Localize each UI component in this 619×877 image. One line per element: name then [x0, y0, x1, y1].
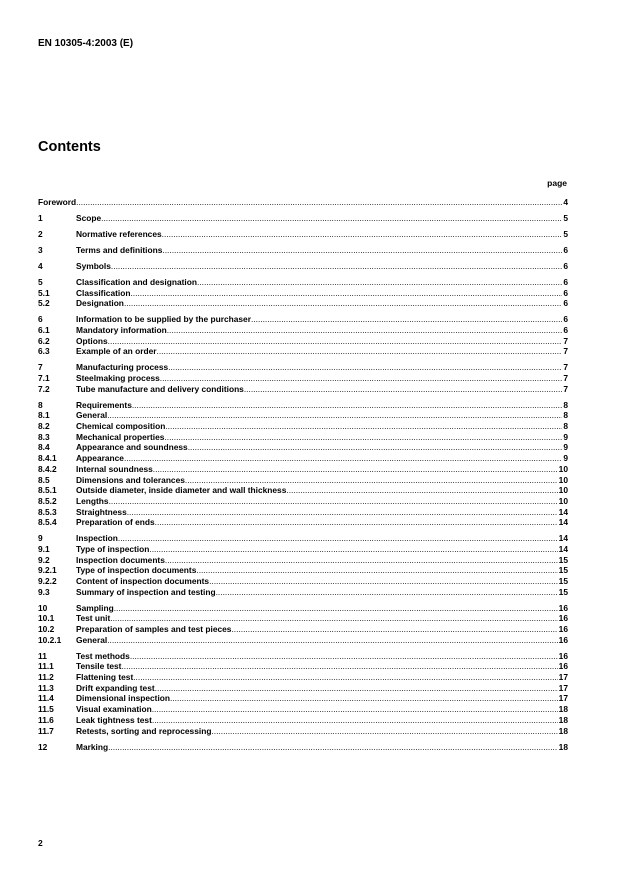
toc-leader-dots [216, 587, 558, 598]
toc-leader-dots [111, 261, 562, 272]
toc-entry-number: 8.5.4 [38, 517, 57, 528]
toc-entry-title: Content of inspection documents [76, 575, 210, 586]
toc-leader-dots [152, 704, 558, 715]
toc-entry-page: 10 [558, 495, 568, 506]
toc-entry-number: 8.1 [38, 410, 50, 421]
toc-entry-number: 11.7 [38, 725, 54, 736]
toc-entry-number: 4 [38, 260, 43, 271]
toc-entry-page: 18 [558, 714, 568, 725]
toc-entry[interactable] [38, 576, 568, 587]
toc-leader-dots [110, 613, 557, 624]
toc-entry-title: Mechanical properties [76, 431, 165, 442]
toc-leader-dots [251, 314, 562, 325]
toc-entry-title: Information to be supplied by the purchaser [76, 314, 251, 325]
toc-entry-page: 10 [558, 463, 568, 474]
page-column-label: page [547, 178, 567, 188]
toc-entry-title: Classification [76, 287, 131, 298]
document-header: EN 10305-4:2003 (E) [38, 38, 134, 49]
toc-entry[interactable] [38, 661, 568, 672]
toc-entry-page: 6 [563, 260, 568, 271]
toc-entry[interactable] [38, 229, 568, 240]
toc-entry-page: 9 [563, 442, 568, 453]
toc-entry[interactable] [38, 603, 568, 614]
toc-entry-title: Straightness [76, 506, 127, 517]
toc-entry[interactable] [38, 624, 568, 635]
toc-leader-dots [132, 400, 562, 411]
toc-entry-number: 11.2 [38, 672, 54, 683]
toc-entry-title: Appearance and soundness [76, 442, 188, 453]
toc-leader-dots [127, 507, 558, 518]
toc-entry-page: 17 [558, 672, 568, 683]
toc-leader-dots [108, 742, 558, 753]
table-of-contents [38, 197, 568, 752]
toc-leader-dots [121, 661, 557, 672]
toc-leader-dots [188, 442, 563, 453]
toc-entry-page: 14 [558, 543, 568, 554]
toc-entry-title: Designation [76, 298, 124, 309]
toc-entry-title: Normative references [76, 228, 162, 239]
toc-entry[interactable] [38, 453, 568, 464]
page-number: 2 [38, 838, 43, 848]
toc-entry-page: 15 [558, 554, 568, 565]
toc-leader-dots [160, 373, 563, 384]
toc-entry-page: 10 [558, 474, 568, 485]
toc-entry[interactable] [38, 544, 568, 555]
toc-leader-dots [167, 325, 563, 336]
toc-entry-page: 14 [558, 533, 568, 544]
toc-entry-number: 10.1 [38, 613, 55, 624]
toc-entry[interactable] [38, 672, 568, 683]
toc-leader-dots [209, 576, 558, 587]
toc-leader-dots [149, 544, 557, 555]
toc-leader-dots [157, 346, 563, 357]
toc-entry-number: 6.3 [38, 346, 50, 357]
toc-leader-dots [164, 432, 562, 443]
toc-entry[interactable] [38, 213, 568, 224]
toc-leader-dots [155, 683, 558, 694]
toc-entry[interactable] [38, 464, 568, 475]
toc-entry-page: 9 [563, 431, 568, 442]
toc-entry-number: 8.4.2 [38, 463, 57, 474]
toc-entry-page: 17 [558, 682, 568, 693]
toc-entry[interactable] [38, 533, 568, 544]
toc-entry-page: 16 [558, 613, 568, 624]
toc-entry[interactable] [38, 651, 568, 662]
toc-entry-title: Summary of inspection and testing [76, 586, 216, 597]
toc-entry-page: 14 [558, 517, 568, 528]
toc-entry-title: Tensile test [76, 661, 122, 672]
toc-leader-dots [133, 672, 557, 683]
toc-entry-title: Sampling [76, 602, 114, 613]
toc-leader-dots [107, 410, 562, 421]
toc-entry-title: Type of inspection documents [76, 565, 197, 576]
toc-leader-dots [124, 453, 562, 464]
toc-entry-number: 9 [38, 533, 43, 544]
toc-leader-dots [155, 517, 558, 528]
toc-entry-title: Chemical composition [76, 421, 166, 432]
toc-entry-title: Terms and definitions [76, 244, 163, 255]
toc-entry[interactable] [38, 325, 568, 336]
toc-leader-dots [124, 298, 562, 309]
toc-entry-page: 7 [563, 335, 568, 346]
toc-entry-number: 12 [38, 741, 48, 752]
toc-entry-number: 11.3 [38, 682, 54, 693]
toc-entry-page: 18 [558, 741, 568, 752]
toc-entry[interactable] [38, 432, 568, 443]
toc-leader-dots [231, 624, 557, 635]
toc-entry[interactable] [38, 517, 568, 528]
toc-entry[interactable] [38, 726, 568, 737]
toc-entry-number: 8.3 [38, 431, 50, 442]
toc-entry[interactable] [38, 362, 568, 373]
toc-entry-title: General [76, 410, 108, 421]
toc-leader-dots [162, 229, 563, 240]
toc-entry-title: Symbols [76, 260, 111, 271]
toc-entry-title: Example of an order [76, 346, 157, 357]
toc-leader-dots [286, 485, 557, 496]
toc-entry-number: 11.4 [38, 693, 54, 704]
toc-entry-page: 18 [558, 725, 568, 736]
toc-entry-title: Inspection documents [76, 554, 165, 565]
toc-entry-title: Test methods [76, 650, 130, 661]
toc-entry-title: Foreword [38, 197, 77, 207]
toc-entry[interactable] [38, 496, 568, 507]
toc-entry-page: 17 [558, 693, 568, 704]
toc-entry-number: 11.6 [38, 714, 54, 725]
toc-entry[interactable] [38, 475, 568, 486]
toc-entry-page: 8 [563, 421, 568, 432]
toc-entry[interactable] [38, 346, 568, 357]
toc-entry-title: Steelmaking process [76, 373, 160, 384]
toc-leader-dots [109, 496, 558, 507]
toc-entry[interactable] [38, 555, 568, 566]
toc-leader-dots [168, 362, 562, 373]
toc-entry[interactable] [38, 410, 568, 421]
toc-entry-number: 9.2.2 [38, 575, 57, 586]
toc-leader-dots [114, 603, 558, 614]
toc-entry-page: 7 [563, 346, 568, 357]
toc-entry[interactable] [38, 704, 568, 715]
toc-entry-number: 7 [38, 362, 43, 373]
toc-entry-page: 16 [558, 634, 568, 645]
toc-entry-page: 9 [563, 453, 568, 464]
toc-entry-page: 16 [558, 650, 568, 661]
toc-entry-page: 14 [558, 506, 568, 517]
toc-entry-page: 8 [563, 399, 568, 410]
toc-entry-page: 18 [558, 704, 568, 715]
toc-leader-dots [152, 715, 558, 726]
toc-entry[interactable] [38, 400, 568, 411]
toc-entry-title: Dimensional inspection [76, 693, 171, 704]
toc-entry-page: 15 [558, 565, 568, 576]
toc-entry-number: 11 [38, 650, 47, 661]
toc-entry[interactable] [38, 507, 568, 518]
toc-entry-title: Internal soundness [76, 463, 153, 474]
toc-entry-title: Mandatory information [76, 324, 167, 335]
toc-leader-dots [197, 277, 562, 288]
toc-leader-dots [211, 726, 557, 737]
toc-entry-title: Classification and designation [76, 276, 197, 287]
toc-leader-dots [118, 533, 558, 544]
toc-entry-number: 8.5 [38, 474, 50, 485]
toc-leader-dots [185, 475, 558, 486]
toc-entry[interactable] [38, 565, 568, 576]
toc-entry-title: Inspection [76, 533, 118, 544]
toc-entry-number: 8.4 [38, 442, 50, 453]
toc-entry-title: Scope [76, 212, 102, 223]
toc-entry-title: Preparation of ends [76, 517, 155, 528]
toc-entry-page: 15 [558, 575, 568, 586]
toc-leader-dots [165, 555, 558, 566]
toc-entry[interactable] [38, 485, 568, 496]
toc-entry-title: Requirements [76, 399, 132, 410]
toc-entry-title: Retests, sorting and reprocessing [76, 725, 212, 736]
toc-leader-dots [196, 565, 557, 576]
toc-leader-dots [101, 213, 562, 224]
toc-entry-number: 6.2 [38, 335, 50, 346]
toc-entry-page: 7 [563, 373, 568, 384]
toc-entry-number: 11.5 [38, 704, 54, 715]
toc-entry-number: 10.2.1 [38, 634, 62, 645]
toc-entry-number: 1 [38, 212, 43, 223]
toc-entry-title: Outside diameter, inside diameter and wall thickness [76, 485, 287, 496]
toc-entry[interactable] [38, 261, 568, 272]
toc-entry-number: 8.4.1 [38, 453, 57, 464]
toc-entry-title: General [76, 634, 108, 645]
toc-entry-number: 5.2 [38, 298, 50, 309]
toc-entry[interactable] [38, 384, 568, 395]
toc-entry-number: 6.1 [38, 324, 50, 335]
toc-entry-page: 15 [558, 586, 568, 597]
toc-entry-number: 10.2 [38, 624, 55, 635]
toc-leader-dots [108, 336, 563, 347]
toc-entry-page: 16 [558, 624, 568, 635]
toc-entry[interactable] [38, 277, 568, 288]
toc-entry-number: 8.5.1 [38, 485, 57, 496]
toc-entry[interactable] [38, 373, 568, 384]
toc-leader-dots [130, 651, 558, 662]
toc-entry[interactable] [38, 715, 568, 726]
toc-entry-title: Test unit [76, 613, 111, 624]
toc-entry[interactable] [38, 635, 568, 646]
toc-entry[interactable] [38, 298, 568, 309]
toc-entry-title: Tube manufacture and delivery conditions [76, 383, 244, 394]
toc-entry-title: Preparation of samples and test pieces [76, 624, 232, 635]
toc-entry[interactable] [38, 693, 568, 704]
toc-entry-number: 5.1 [38, 287, 50, 298]
toc-entry-page: 10 [558, 485, 568, 496]
toc-leader-dots [244, 384, 562, 395]
toc-entry[interactable] [38, 683, 568, 694]
toc-entry-number: 8.5.3 [38, 506, 57, 517]
toc-entry[interactable] [38, 197, 568, 208]
toc-entry-number: 10 [38, 602, 48, 613]
toc-entry-title: Marking [76, 741, 109, 752]
toc-entry-number: 7.1 [38, 373, 50, 384]
toc-entry[interactable] [38, 587, 568, 598]
toc-entry-number: 3 [38, 244, 43, 255]
toc-entry-page: 16 [558, 602, 568, 613]
toc-entry-title: Lengths [76, 495, 109, 506]
toc-entry-number: 11.1 [38, 661, 54, 672]
toc-entry-page: 6 [563, 324, 568, 335]
toc-entry-page: 6 [563, 298, 568, 309]
toc-entry-title: Options [76, 335, 108, 346]
toc-entry-page: 5 [563, 228, 568, 239]
toc-entry[interactable] [38, 421, 568, 432]
toc-entry-title: Manufacturing process [76, 362, 169, 373]
toc-entry-title: Appearance [76, 453, 124, 464]
toc-entry-page: 6 [563, 314, 568, 325]
toc-entry[interactable] [38, 288, 568, 299]
toc-entry-number: 8 [38, 399, 43, 410]
toc-entry-page: 7 [563, 362, 568, 373]
toc-entry-title: Leak tightness test [76, 714, 152, 725]
toc-entry-number: 9.1 [38, 543, 50, 554]
toc-entry-title: Drift expanding test [76, 682, 155, 693]
toc-leader-dots [165, 421, 562, 432]
toc-entry-number: 6 [38, 314, 43, 325]
page-title: Contents [38, 139, 101, 155]
toc-entry-number: 8.2 [38, 421, 50, 432]
toc-leader-dots [76, 197, 562, 208]
toc-leader-dots [130, 288, 562, 299]
toc-leader-dots [170, 693, 558, 704]
toc-entry[interactable] [38, 314, 568, 325]
toc-entry[interactable] [38, 245, 568, 256]
toc-leader-dots [162, 245, 562, 256]
toc-entry-number: 9.3 [38, 586, 50, 597]
toc-leader-dots [107, 635, 557, 646]
toc-entry-number: 7.2 [38, 383, 50, 394]
toc-leader-dots [153, 464, 558, 475]
toc-entry-number: 2 [38, 228, 43, 239]
toc-entry-number: 9.2.1 [38, 565, 57, 576]
toc-entry-page: 6 [563, 244, 568, 255]
toc-entry[interactable] [38, 336, 568, 347]
toc-entry-number: 5 [38, 276, 43, 287]
toc-entry-page: 16 [558, 661, 568, 672]
toc-entry-page: 5 [563, 212, 568, 223]
toc-entry-page: 7 [563, 383, 568, 394]
toc-entry-page: 6 [563, 287, 568, 298]
toc-entry-title: Visual examination [76, 704, 152, 715]
toc-entry-page: 6 [563, 276, 568, 287]
toc-entry-title: Type of inspection [76, 543, 150, 554]
toc-entry-title: Dimensions and tolerances [76, 474, 185, 485]
toc-entry-page: 4 [563, 197, 568, 207]
toc-entry[interactable] [38, 613, 568, 624]
toc-entry-title: Flattening test [76, 672, 134, 683]
toc-entry-number: 8.5.2 [38, 495, 57, 506]
toc-entry[interactable] [38, 442, 568, 453]
toc-entry[interactable] [38, 742, 568, 753]
toc-entry-number: 9.2 [38, 554, 50, 565]
toc-entry-page: 8 [563, 410, 568, 421]
